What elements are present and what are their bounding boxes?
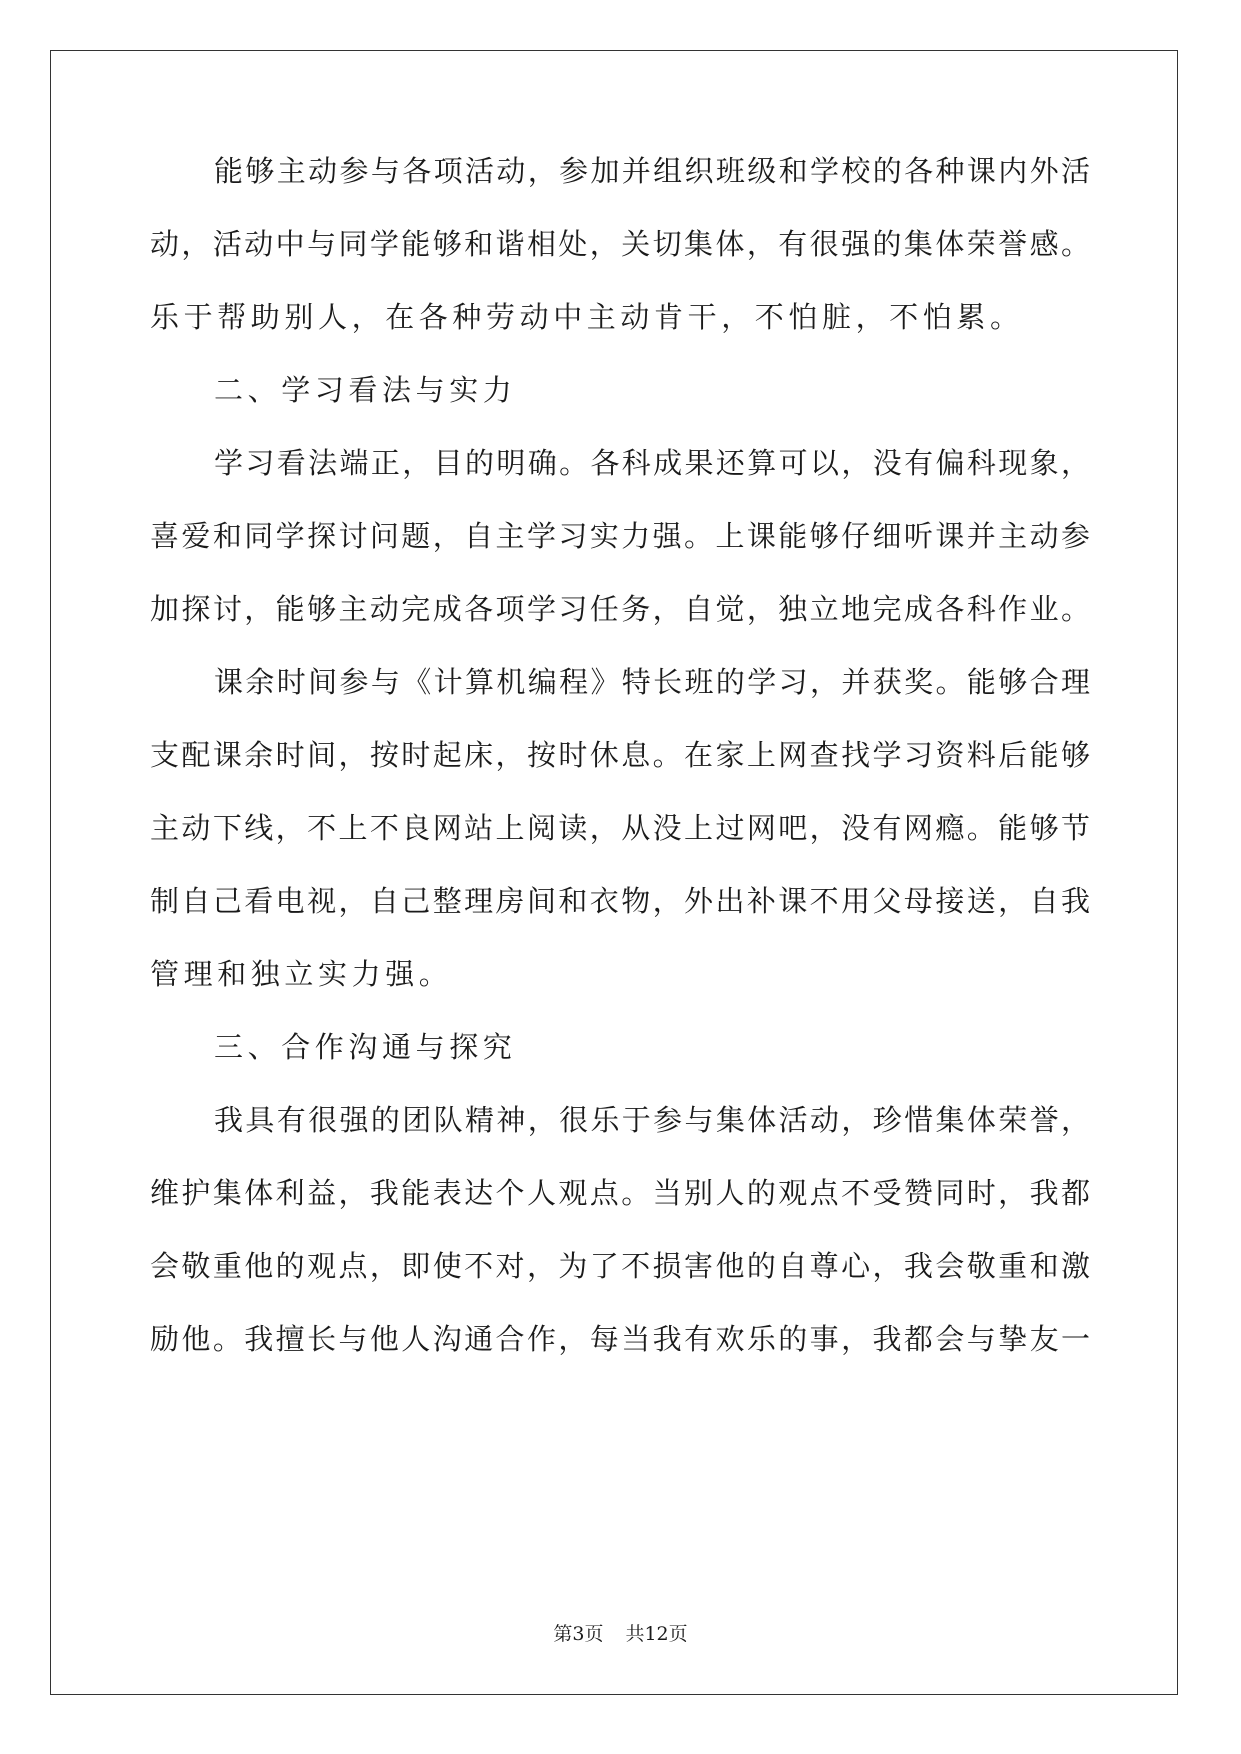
text-line: 加探讨，能够主动完成各项学习任务，自觉，独立地完成各科作业。 (150, 592, 1090, 626)
text-line: 我具有很强的团队精神，很乐于参与集体活动，珍惜集体荣誉， (214, 1103, 1090, 1137)
current-page-number: 第3页 (553, 1623, 604, 1645)
text-line: 动，活动中与同学能够和谐相处，关切集体，有很强的集体荣誉感。 (150, 227, 1090, 261)
text-line: 会敬重他的观点，即使不对，为了不损害他的自尊心，我会敬重和激 (150, 1249, 1090, 1283)
text-line: 乐于帮助别人，在各种劳动中主动肯干，不怕脏，不怕累。 (150, 300, 1024, 334)
text-line: 支配课余时间，按时起床，按时休息。在家上网查找学习资料后能够 (150, 738, 1090, 772)
section-heading: 三、合作沟通与探究 (214, 1030, 517, 1064)
text-line: 能够主动参与各项活动，参加并组织班级和学校的各种课内外活 (214, 154, 1090, 188)
text-line: 制自己看电视，自己整理房间和衣物，外出补课不用父母接送，自我 (150, 884, 1090, 918)
text-line: 主动下线，不上不良网站上阅读，从没上过网吧，没有网瘾。能够节 (150, 811, 1090, 845)
text-line: 维护集体利益，我能表达个人观点。当别人的观点不受赞同时，我都 (150, 1176, 1090, 1210)
text-line: 学习看法端正，目的明确。各科成果还算可以，没有偏科现象， (214, 446, 1090, 480)
text-line: 喜爱和同学探讨问题，自主学习实力强。上课能够仔细听课并主动参 (150, 519, 1090, 553)
text-line: 励他。我擅长与他人沟通合作，每当我有欢乐的事，我都会与挚友一 (150, 1322, 1090, 1356)
section-heading: 二、学习看法与实力 (214, 373, 517, 407)
total-pages: 共12页 (625, 1623, 688, 1645)
text-line: 管理和独立实力强。 (150, 957, 453, 991)
text-line: 课余时间参与《计算机编程》特长班的学习，并获奖。能够合理 (214, 665, 1090, 699)
page-footer (0, 1621, 1241, 1647)
